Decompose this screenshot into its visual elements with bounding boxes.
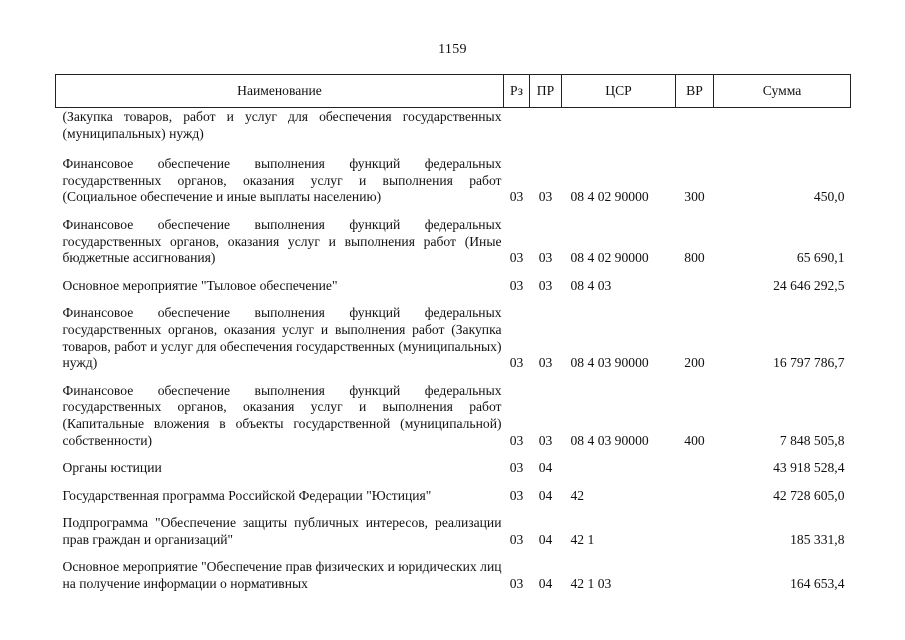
header-rz: Рз [504, 75, 530, 108]
row-pr [530, 108, 562, 151]
row-name: Финансовое обеспечение выполнения функций федеральных государственных органов, оказания услуг и выполнения работ (Социальное обеспечение и иные выплаты населению) [62, 156, 502, 205]
row-name: Государственная программа Российской Федерации "Юстиция" [62, 487, 432, 503]
row-csr: 42 1 03 [570, 576, 612, 592]
row-rz: 03 [509, 531, 524, 547]
row-pr: 04 [538, 487, 553, 503]
row-name: Основное мероприятие "Обеспечение прав физических и юридических лиц на получение информации о нормативных [62, 559, 502, 592]
row-pr: 03 [538, 355, 553, 371]
table-row [56, 482, 851, 510]
table-row [56, 454, 851, 482]
row-csr: 08 4 03 [570, 277, 612, 293]
row-vr [676, 509, 714, 553]
row-rz: 03 [509, 576, 524, 592]
header-sum: Сумма [714, 75, 851, 108]
row-csr [562, 454, 676, 482]
row-rz [504, 108, 530, 151]
row-sum: 185 331,8 [790, 531, 845, 547]
row-vr [676, 553, 714, 592]
row-csr: 42 [570, 487, 585, 503]
row-name: Финансовое обеспечение выполнения функций федеральных государственных органов, оказания услуг и выполнения работ (Иные бюджетные ассигнования) [62, 216, 502, 266]
table-header [56, 75, 851, 108]
table-row [56, 150, 851, 211]
row-vr: 400 [684, 432, 705, 448]
table-row [56, 509, 851, 553]
row-sum [714, 108, 851, 151]
row-pr: 03 [538, 250, 553, 266]
row-csr: 08 4 02 90000 [570, 189, 649, 205]
table-body [56, 108, 851, 593]
table-row [56, 108, 851, 151]
row-vr [676, 482, 714, 510]
table-row [56, 211, 851, 272]
row-sum: 164 653,4 [790, 576, 845, 592]
row-vr: 200 [684, 355, 705, 371]
budget-table [55, 74, 851, 593]
header-csr: ЦСР [562, 75, 676, 108]
row-rz: 03 [509, 460, 524, 476]
row-vr [676, 272, 714, 300]
row-pr: 03 [538, 189, 553, 205]
page-number: 1159 [438, 42, 467, 57]
row-vr [676, 108, 714, 151]
row-name: Финансовое обеспечение выполнения функций федеральных государственных органов, оказания услуг и выполнения работ (Капитальные вложения в объекты государственной (муниципальной) собственности) [62, 382, 502, 448]
row-sum: 24 646 292,5 [773, 277, 845, 293]
table-row [56, 299, 851, 376]
row-vr: 800 [684, 250, 705, 266]
row-pr: 04 [538, 576, 553, 592]
row-rz: 03 [509, 355, 524, 371]
row-pr: 04 [538, 531, 553, 547]
row-csr [562, 108, 676, 151]
row-sum: 42 728 605,0 [773, 487, 845, 503]
header-pr: ПР [530, 75, 562, 108]
table-row [56, 272, 851, 300]
row-rz: 03 [509, 250, 524, 266]
row-csr: 08 4 02 90000 [570, 250, 649, 266]
header-vr: ВР [676, 75, 714, 108]
row-name: Органы юстиции [62, 460, 162, 476]
header-name: Наименование [56, 75, 504, 108]
row-vr [676, 454, 714, 482]
row-name: Финансовое обеспечение выполнения функций федеральных государственных органов, оказания услуг и выполнения работ (Закупка товаров, работ и услуг для обеспечения государственных (муниципальных) нужд) [62, 305, 502, 371]
row-csr: 42 1 [570, 531, 595, 547]
row-name: Основное мероприятие "Тыловое обеспечение" [62, 277, 338, 293]
row-pr: 04 [538, 460, 553, 476]
row-rz: 03 [509, 487, 524, 503]
row-rz: 03 [509, 432, 524, 448]
row-sum: 16 797 786,7 [773, 355, 845, 371]
row-sum: 7 848 505,8 [779, 432, 845, 448]
row-name: (Закупка товаров, работ и услуг для обеспечения государственных (муниципальных) нужд) [62, 109, 502, 141]
row-pr: 03 [538, 432, 553, 448]
row-csr: 08 4 03 90000 [570, 355, 649, 371]
row-rz: 03 [509, 277, 524, 293]
row-sum: 43 918 528,4 [773, 460, 845, 476]
table-row [56, 377, 851, 454]
row-sum: 65 690,1 [796, 250, 845, 266]
row-rz: 03 [509, 189, 524, 205]
row-vr: 300 [684, 189, 705, 205]
row-csr: 08 4 03 90000 [570, 432, 649, 448]
row-name: Подпрограмма "Обеспечение защиты публичных интересов, реализации прав граждан и организаций" [62, 515, 502, 547]
row-sum: 450,0 [813, 189, 845, 205]
table-row [56, 553, 851, 592]
row-pr: 03 [538, 277, 553, 293]
header-row [56, 75, 851, 108]
